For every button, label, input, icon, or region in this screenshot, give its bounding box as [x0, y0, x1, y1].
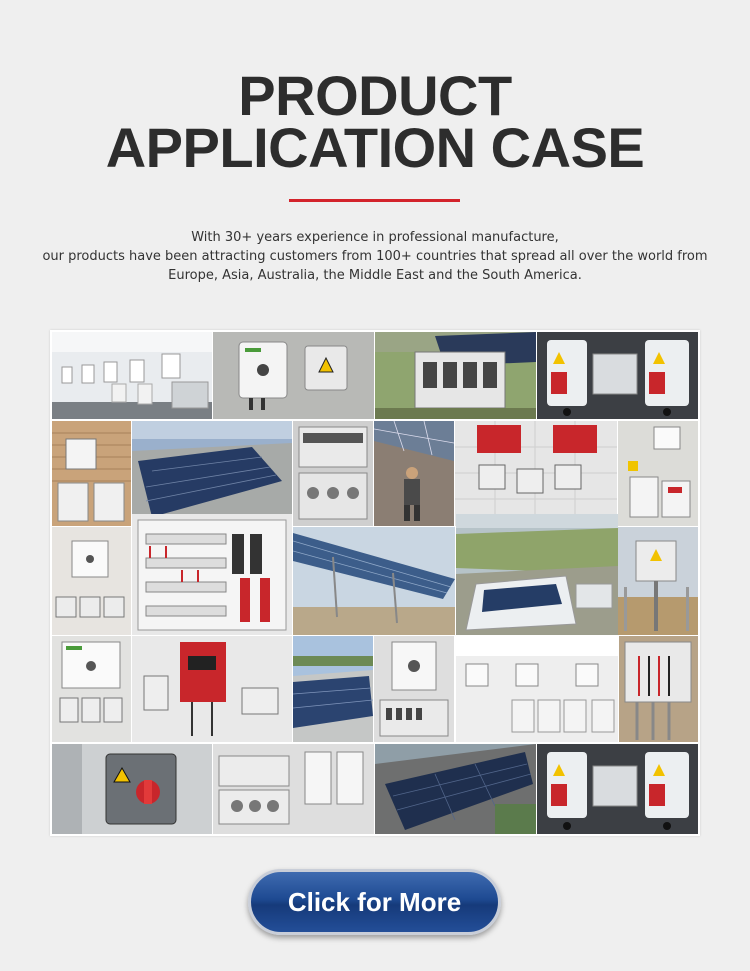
title-line-2: APPLICATION CASE	[105, 116, 645, 179]
photo-combiner-boxes-with-inverters	[537, 744, 698, 834]
photo-red-inverter-on-wall	[132, 636, 292, 742]
click-for-more-button[interactable]: Click for More	[248, 869, 501, 935]
photo-ground-mount-pv-array	[293, 527, 455, 635]
photo-residential-roof-panels	[375, 744, 536, 834]
photo-cabinet-with-wiring	[619, 636, 698, 742]
photo-rooftop-solar-panels	[132, 421, 292, 526]
photo-inverter-battery-in-garage	[618, 421, 698, 526]
photo-inverter-with-switch-boxes	[52, 527, 131, 635]
page-title	[0, 64, 750, 179]
description-line-1: With 30+ years experience in professional manufacture,	[191, 230, 559, 245]
photo-growatt-inverter-with-switches	[52, 636, 131, 742]
description-line-2: our products have been attracting customers from 100+ countries that spread all over the world from	[42, 249, 708, 264]
photo-aerial-factory-rooftop-pv	[456, 514, 618, 635]
photo-wall-mounted-inverters-room	[52, 332, 212, 419]
photo-outdoor-box-on-pole	[618, 527, 698, 635]
photo-inverter-with-breakers	[374, 636, 454, 742]
photo-red-inverters-on-tile-wall	[455, 421, 617, 526]
photo-red-combiner-boxes-with-inverters	[537, 332, 698, 419]
photo-inverter-and-combiner-box	[213, 332, 374, 419]
photo-outdoor-cabinet-with-pv-array	[375, 332, 536, 419]
title-line-1: PRODUCT	[238, 64, 512, 127]
description	[40, 228, 710, 285]
photo-ac-combiner-boxes	[293, 421, 373, 526]
photo-brick-wall-inverter-battery	[52, 421, 131, 526]
photo-technician-under-panels	[374, 421, 454, 526]
photo-large-rooftop-array	[293, 636, 373, 742]
photo-isolators-and-inverters	[213, 744, 374, 834]
photo-dc-isolator-red-switch	[52, 744, 212, 834]
photo-multiple-inverters-batteries-wall	[456, 656, 618, 742]
photo-electrical-distribution-panel	[132, 514, 292, 635]
title-divider	[289, 199, 460, 202]
description-line-3: Europe, Asia, Australia, the Middle East and the South America.	[168, 268, 582, 283]
application-photo-mosaic	[50, 330, 700, 836]
